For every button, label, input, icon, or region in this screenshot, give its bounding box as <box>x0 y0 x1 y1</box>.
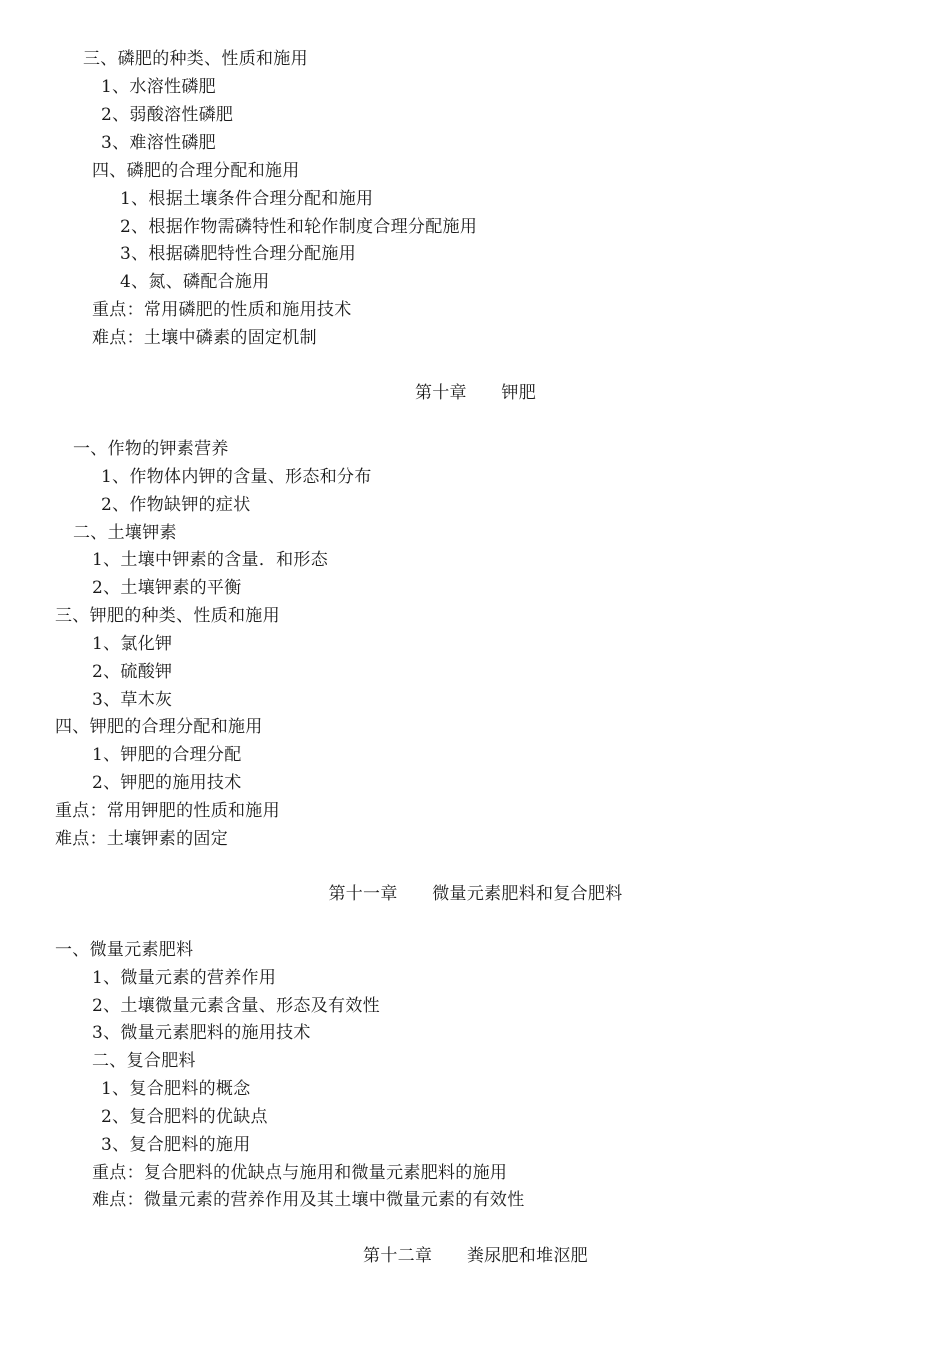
list-item: 1、土壤中钾素的含量．和形态 <box>92 550 329 570</box>
list-item: 2、土壤钾素的平衡 <box>92 578 242 598</box>
section-title: 三、钾肥的种类、性质和施用 <box>55 606 280 626</box>
list-item: 3、难溶性磷肥 <box>101 133 216 153</box>
list-item: 1、作物体内钾的含量、形态和分布 <box>101 467 372 487</box>
list-item: 2、复合肥料的优缺点 <box>101 1107 268 1127</box>
difficulty-point: 难点：土壤中磷素的固定机制 <box>92 328 317 348</box>
section-title: 四、磷肥的合理分配和施用 <box>92 161 300 181</box>
section-title: 二、土壤钾素 <box>73 523 177 543</box>
list-item: 2、弱酸溶性磷肥 <box>101 105 234 125</box>
list-item: 2、土壤微量元素含量、形态及有效性 <box>92 996 380 1016</box>
list-item: 1、根据土壤条件合理分配和施用 <box>120 189 374 209</box>
chapter-title: 第十一章 微量元素肥料和复合肥料 <box>328 884 623 904</box>
list-item: 2、硫酸钾 <box>92 662 173 682</box>
list-item: 3、根据磷肥特性合理分配施用 <box>120 244 357 264</box>
list-item: 3、草木灰 <box>92 690 173 710</box>
list-item: 2、钾肥的施用技术 <box>92 773 242 793</box>
list-item: 1、氯化钾 <box>92 634 173 654</box>
list-item: 3、微量元素肥料的施用技术 <box>92 1023 311 1043</box>
section-title: 一、作物的钾素营养 <box>73 439 229 459</box>
list-item: 2、根据作物需磷特性和轮作制度合理分配施用 <box>120 217 478 237</box>
difficulty-point: 难点：微量元素的营养作用及其土壤中微量元素的有效性 <box>92 1190 525 1210</box>
key-point: 重点：常用磷肥的性质和施用技术 <box>92 300 352 320</box>
list-item: 2、作物缺钾的症状 <box>101 495 251 515</box>
list-item: 4、氮、磷配合施用 <box>120 272 270 292</box>
section-title: 三、磷肥的种类、性质和施用 <box>83 49 308 69</box>
chapter-title: 第十章 钾肥 <box>414 383 537 403</box>
difficulty-point: 难点：土壤钾素的固定 <box>55 829 228 849</box>
list-item: 1、微量元素的营养作用 <box>92 968 277 988</box>
key-point: 重点：常用钾肥的性质和施用 <box>55 801 280 821</box>
list-item: 1、水溶性磷肥 <box>101 77 216 97</box>
section-title: 四、钾肥的合理分配和施用 <box>55 717 263 737</box>
chapter-title: 第十二章 粪尿肥和堆沤肥 <box>363 1246 588 1266</box>
list-item: 1、钾肥的合理分配 <box>92 745 242 765</box>
list-item: 1、复合肥料的概念 <box>101 1079 251 1099</box>
list-item: 3、复合肥料的施用 <box>101 1135 251 1155</box>
section-title: 一、微量元素肥料 <box>55 940 194 960</box>
section-title: 二、复合肥料 <box>92 1051 196 1071</box>
key-point: 重点：复合肥料的优缺点与施用和微量元素肥料的施用 <box>92 1163 508 1183</box>
